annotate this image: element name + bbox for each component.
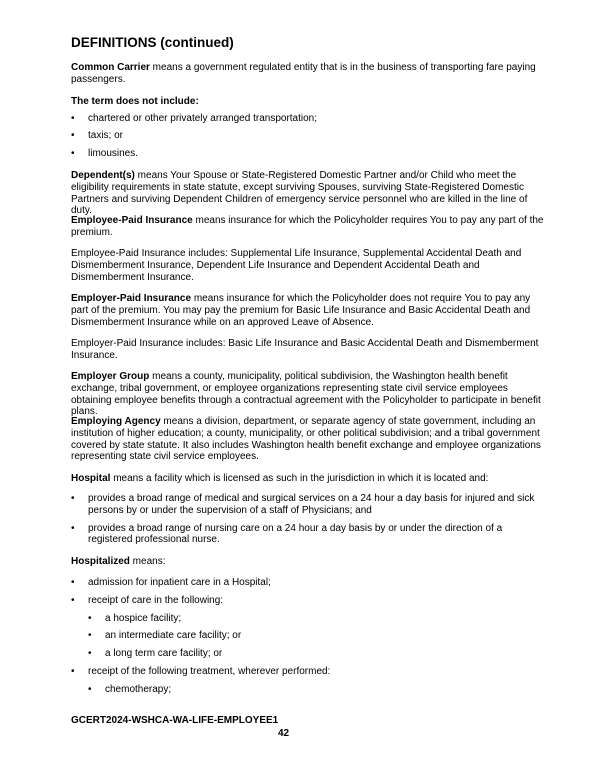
definition-text: means a government regulated entity that is in the business of transporting fare paying passengers. (71, 62, 536, 85)
term: Dependent(s) (71, 170, 135, 181)
list-item: • receipt of the following treatment, wherever performed: (71, 665, 331, 677)
definition-text: means Your Spouse or State-Registered Domestic Partner and/or Child who meet the eligibility requirements in state statute, except surviving Spouses, surviving State-Registered Domestic Partners and surviving Dependent Children of emergency service personnel who are killed in the line of duty. (71, 170, 528, 217)
definition-text: means: (129, 556, 166, 567)
list-item: • chartered or other privately arranged transportation; (71, 113, 318, 124)
definition-employee-paid (71, 215, 547, 239)
employer-paid-includes: Employer-Paid Insurance includes: Basic Life Insurance and Basic Accidental Death and Dismemberment Insurance. (71, 338, 539, 361)
term: Employer Group (71, 371, 150, 382)
list-item: • taxis; or (71, 130, 124, 142)
hospital-list (71, 493, 547, 546)
definition-text: means insurance for which the Policyholder requires You to pay any part of the premium. (71, 215, 544, 238)
page-number: 42 (277, 728, 290, 739)
list-item: • receipt of care in the following: (71, 594, 224, 606)
definition-text: means a county, municipality, political subdivision, the Washington health benefit exchange, tribal government, or employee organizations representing state civil service employees obtaining employee benefits through a contractual agreement with the Policyholder to participate in benefit plans. (71, 371, 541, 418)
term: Hospital (71, 473, 111, 484)
exclusion-list (71, 113, 547, 159)
list-item: • admission for inpatient care in a Hospital; (71, 577, 271, 588)
hospitalized-list (71, 577, 547, 696)
term-not-include-label: The term does not include: (71, 96, 199, 107)
definition-employing-agency (71, 416, 547, 463)
definition-text: means insurance for which the Policyholder does not require You to pay any part of the premium. You may pay the premium for Basic Life Insurance and Basic Accidental Death and Dismemberment Insurance while on an approved Leave of Absence. (71, 293, 531, 328)
definition-text: means a division, department, or separate agency of state government, including an institution of higher education; a county, municipality, or other political subdivision; and a tribal government covered by state statute. It also includes Washington health benefit exchange and employee organizations representing state civil service employees. (71, 416, 541, 463)
term: Common Carrier (71, 62, 150, 73)
definition-hospitalized (71, 556, 547, 568)
list-item: • limousines. (71, 147, 139, 159)
term: Employing Agency (71, 416, 161, 427)
definition-employer-group (71, 371, 547, 418)
sub-list-item: • a hospice facility; (88, 612, 182, 624)
term: Employee-Paid Insurance (71, 215, 193, 226)
list-item: • provides a broad range of nursing care on a 24 hour a day basis by or under the direction of a registered professional nurse. (71, 522, 503, 546)
employee-paid-includes: Employee-Paid Insurance includes: Supplemental Life Insurance, Supplemental Accidental Death and Dismemberment Insurance, Dependent Life Insurance and Dependent Accidental Death and Dismemberment Insurance. (71, 248, 522, 283)
definition-common-carrier (71, 62, 547, 86)
definition-employer-paid (71, 293, 547, 328)
footer-document-code: GCERT2024-WSHCA-WA-LIFE-EMPLOYEE1 (71, 715, 279, 726)
list-item: • provides a broad range of medical and surgical services on a 24 hour a day basis for injured and sick persons by or under the supervision of a staff of Physicians; and (71, 493, 535, 516)
definition-dependents (71, 170, 547, 217)
sub-list-item: • chemotherapy; (88, 683, 172, 695)
sub-list-item: • a long term care facility; or (88, 648, 223, 660)
definition-hospital (71, 473, 547, 485)
term: Employer-Paid Insurance (71, 293, 192, 304)
definition-text: means a facility which is licensed as such in the jurisdiction in which it is located and: (110, 473, 489, 484)
page-heading: DEFINITIONS (continued) (71, 35, 234, 50)
term: Hospitalized (71, 556, 130, 567)
sub-list-item: • an intermediate care facility; or (88, 630, 242, 642)
